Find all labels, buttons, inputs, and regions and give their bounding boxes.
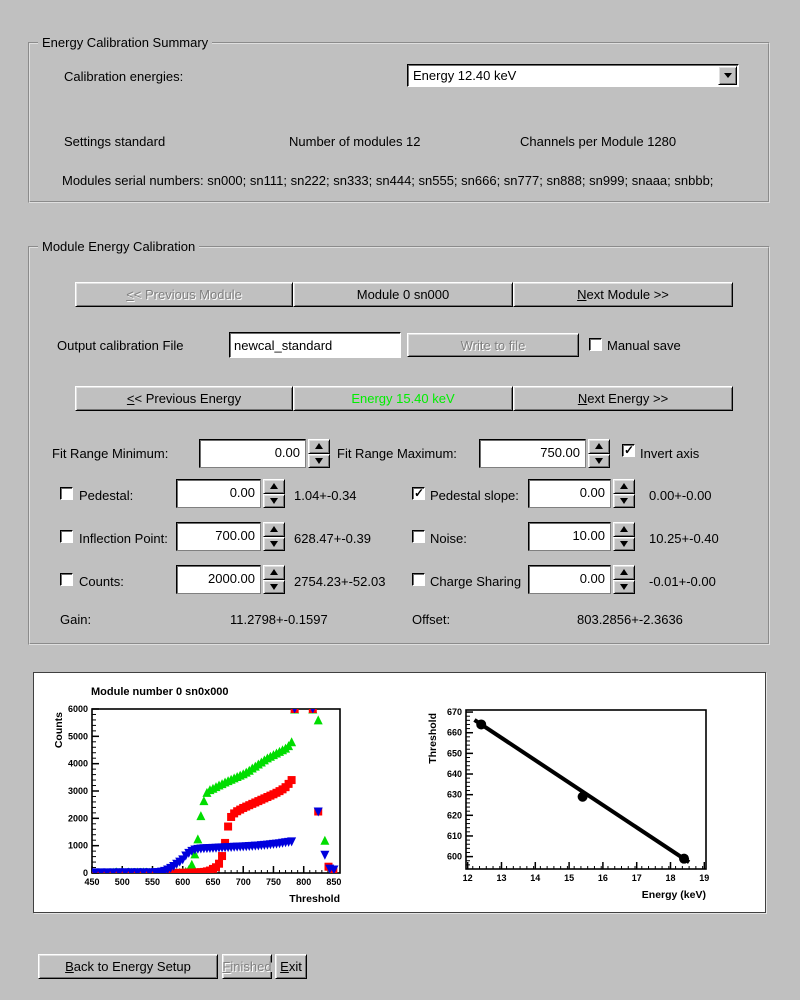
svg-text:610: 610 [446,830,462,841]
svg-text:550: 550 [144,877,161,887]
arrow-down-icon [620,584,628,590]
pedestal-slope-label: Pedestal slope: [430,488,519,503]
spin-down-button[interactable] [613,580,635,595]
svg-text:Module number 0 sn0x000: Module number 0 sn0x000 [91,686,229,698]
noise-fit-result: 10.25+-0.40 [649,531,719,546]
threshold-scan-chart [34,673,414,912]
offset-value: 803.2856+-2.3636 [577,612,683,627]
offset-label: Offset: [412,612,451,627]
previous-module-button[interactable]: < < Previous Module [75,282,293,307]
fit-range-max-spinbox[interactable] [479,439,610,468]
counts-fit-result: 2754.23+-52.03 [294,574,386,589]
noise-spinbox[interactable] [528,522,635,551]
svg-text:500: 500 [114,877,130,887]
manual-save-label: Manual save [607,338,681,353]
svg-text:750: 750 [265,877,281,887]
arrow-up-icon [315,443,323,449]
svg-text:600: 600 [175,877,191,887]
finished-button[interactable]: F inished [222,954,272,979]
svg-text:3000: 3000 [67,786,88,796]
svg-text:Energy (keV): Energy (keV) [641,889,706,901]
root-canvas-panel [33,672,766,913]
pedestal-slope-value[interactable]: 0.00 [528,479,611,508]
calibration-energy-value: Energy 12.40 keV [413,68,517,83]
svg-text:Threshold: Threshold [427,713,439,764]
counts-label: Counts: [79,574,124,589]
svg-text:640: 640 [446,769,462,780]
arrow-up-icon [620,483,628,489]
svg-text:6000: 6000 [67,704,88,714]
fit-range-max-label: Fit Range Maximum: [337,446,457,461]
module-group-title: Module Energy Calibration [38,239,199,254]
svg-text:18: 18 [665,873,676,883]
svg-text:17: 17 [631,873,642,883]
counts-checkbox[interactable] [60,573,73,586]
svg-text:12: 12 [462,873,473,883]
output-file-label: Output calibration File [57,338,184,353]
inflection-point-checkbox[interactable] [60,530,73,543]
noise-value[interactable]: 10.00 [528,522,611,551]
current-module-button[interactable]: Module 0 sn000 [293,282,513,307]
module-energy-calibration-group [28,239,770,645]
spin-down-button[interactable] [263,580,285,595]
write-to-file-button[interactable]: Write to file [407,333,579,357]
svg-text:5000: 5000 [67,731,88,742]
spin-up-button[interactable] [613,522,635,537]
combo-arrow-button[interactable] [718,66,737,85]
svg-text:19: 19 [699,873,710,883]
svg-text:650: 650 [446,748,462,759]
back-to-energy-setup-button[interactable]: B ack to Energy Setup [38,954,218,979]
svg-text:660: 660 [446,727,462,738]
spin-down-button[interactable] [263,537,285,552]
svg-text:2000: 2000 [67,813,88,824]
pedestal-label: Pedestal: [79,488,134,503]
charge-sharing-spinbox[interactable] [528,565,635,594]
arrow-down-icon [620,541,628,547]
manual-save-checkbox[interactable] [589,338,602,351]
arrow-down-icon [620,498,628,504]
calibration-fit-chart [417,673,765,912]
pedestal-slope-fit-result: 0.00+-0.00 [649,488,712,503]
svg-text:1000: 1000 [67,840,88,851]
svg-text:650: 650 [205,877,221,887]
spin-down-button[interactable] [588,454,610,469]
channels-per-module-text: Channels per Module 1280 [520,134,677,149]
arrow-up-icon [620,526,628,532]
pedestal-fit-result: 1.04+-0.34 [294,488,357,503]
svg-text:4000: 4000 [67,758,88,769]
counts-value[interactable]: 2000.00 [176,565,261,594]
fit-range-min-label: Fit Range Minimum: [52,446,169,461]
svg-text:800: 800 [296,877,312,887]
calibration-energy-select[interactable] [407,64,739,87]
fit-range-min-value[interactable]: 0.00 [199,439,306,468]
arrow-down-icon [315,458,323,464]
arrow-up-icon [270,483,278,489]
exit-button[interactable]: E xit [275,954,307,979]
spin-down-button[interactable] [613,494,635,509]
arrow-up-icon [270,526,278,532]
arrow-down-icon [270,498,278,504]
inflection-point-fit-result: 628.47+-0.39 [294,531,371,546]
fit-range-max-value[interactable]: 750.00 [479,439,586,468]
arrow-up-icon [620,569,628,575]
invert-axis-checkbox[interactable] [622,444,635,457]
spin-up-button[interactable] [613,479,635,494]
svg-text:15: 15 [564,873,575,883]
spin-up-button[interactable] [263,522,285,537]
summary-group-title: Energy Calibration Summary [38,35,212,50]
charge-sharing-value[interactable]: 0.00 [528,565,611,594]
inflection-point-spinbox[interactable] [176,522,285,551]
svg-text:16: 16 [597,873,608,883]
svg-text:600: 600 [446,851,462,862]
arrow-down-icon [595,458,603,464]
pedestal-slope-spinbox[interactable] [528,479,635,508]
spin-up-button[interactable] [613,565,635,580]
module-serials-text: Modules serial numbers: sn000; sn111; sn222; sn333; sn444; sn555; sn666; sn777; sn888; sn999; snaaa; snbbb; [62,173,714,188]
spin-down-button[interactable] [263,494,285,509]
fit-range-min-spinbox[interactable] [199,439,330,468]
charge-sharing-label: Charge Sharing [430,574,522,589]
noise-checkbox[interactable] [412,530,425,543]
noise-label: Noise: [430,531,467,546]
number-of-modules-text: Number of modules 12 [289,134,421,149]
svg-text:450: 450 [84,877,100,887]
inflection-point-label: Inflection Point: [79,531,168,546]
arrow-up-icon [595,443,603,449]
svg-text:Counts: Counts [53,712,65,749]
pedestal-value[interactable]: 0.00 [176,479,261,508]
arrow-down-icon [270,584,278,590]
svg-text:14: 14 [530,873,541,883]
arrow-up-icon [270,569,278,575]
svg-text:700: 700 [235,877,251,887]
svg-text:620: 620 [446,810,462,821]
next-module-button[interactable]: N ext Module >> [513,282,733,307]
chevron-down-icon [724,73,732,78]
spin-down-button[interactable] [308,454,330,469]
svg-text:Threshold: Threshold [289,893,340,905]
calibration-energies-label: Calibration energies: [64,69,184,84]
previous-energy-button[interactable]: < < Previous Energy [75,386,293,411]
svg-text:630: 630 [446,789,462,800]
pedestal-spinbox[interactable] [176,479,285,508]
pedestal-checkbox[interactable] [60,487,73,500]
output-file-input[interactable] [229,332,401,358]
spin-up-button[interactable] [588,439,610,454]
spin-up-button[interactable] [263,479,285,494]
counts-spinbox[interactable] [176,565,285,594]
pedestal-slope-checkbox[interactable] [412,487,425,500]
svg-text:0: 0 [82,868,88,878]
next-energy-button[interactable]: N ext Energy >> [513,386,733,411]
energy-calibration-summary-group [28,35,770,203]
charge-sharing-checkbox[interactable] [412,573,425,586]
svg-text:13: 13 [496,873,507,883]
spin-up-button[interactable] [308,439,330,454]
current-energy-button[interactable]: Energy 15.40 keV [293,386,513,411]
gain-value: 11.2798+-0.1597 [230,612,328,627]
svg-text:670: 670 [446,707,462,718]
charge-sharing-fit-result: -0.01+-0.00 [649,574,716,589]
settings-text: Settings standard [64,134,166,149]
spin-up-button[interactable] [263,565,285,580]
gain-label: Gain: [60,612,92,627]
svg-text:850: 850 [326,877,342,887]
inflection-point-value[interactable]: 700.00 [176,522,261,551]
arrow-down-icon [270,541,278,547]
spin-down-button[interactable] [613,537,635,552]
invert-axis-label: Invert axis [640,446,700,461]
